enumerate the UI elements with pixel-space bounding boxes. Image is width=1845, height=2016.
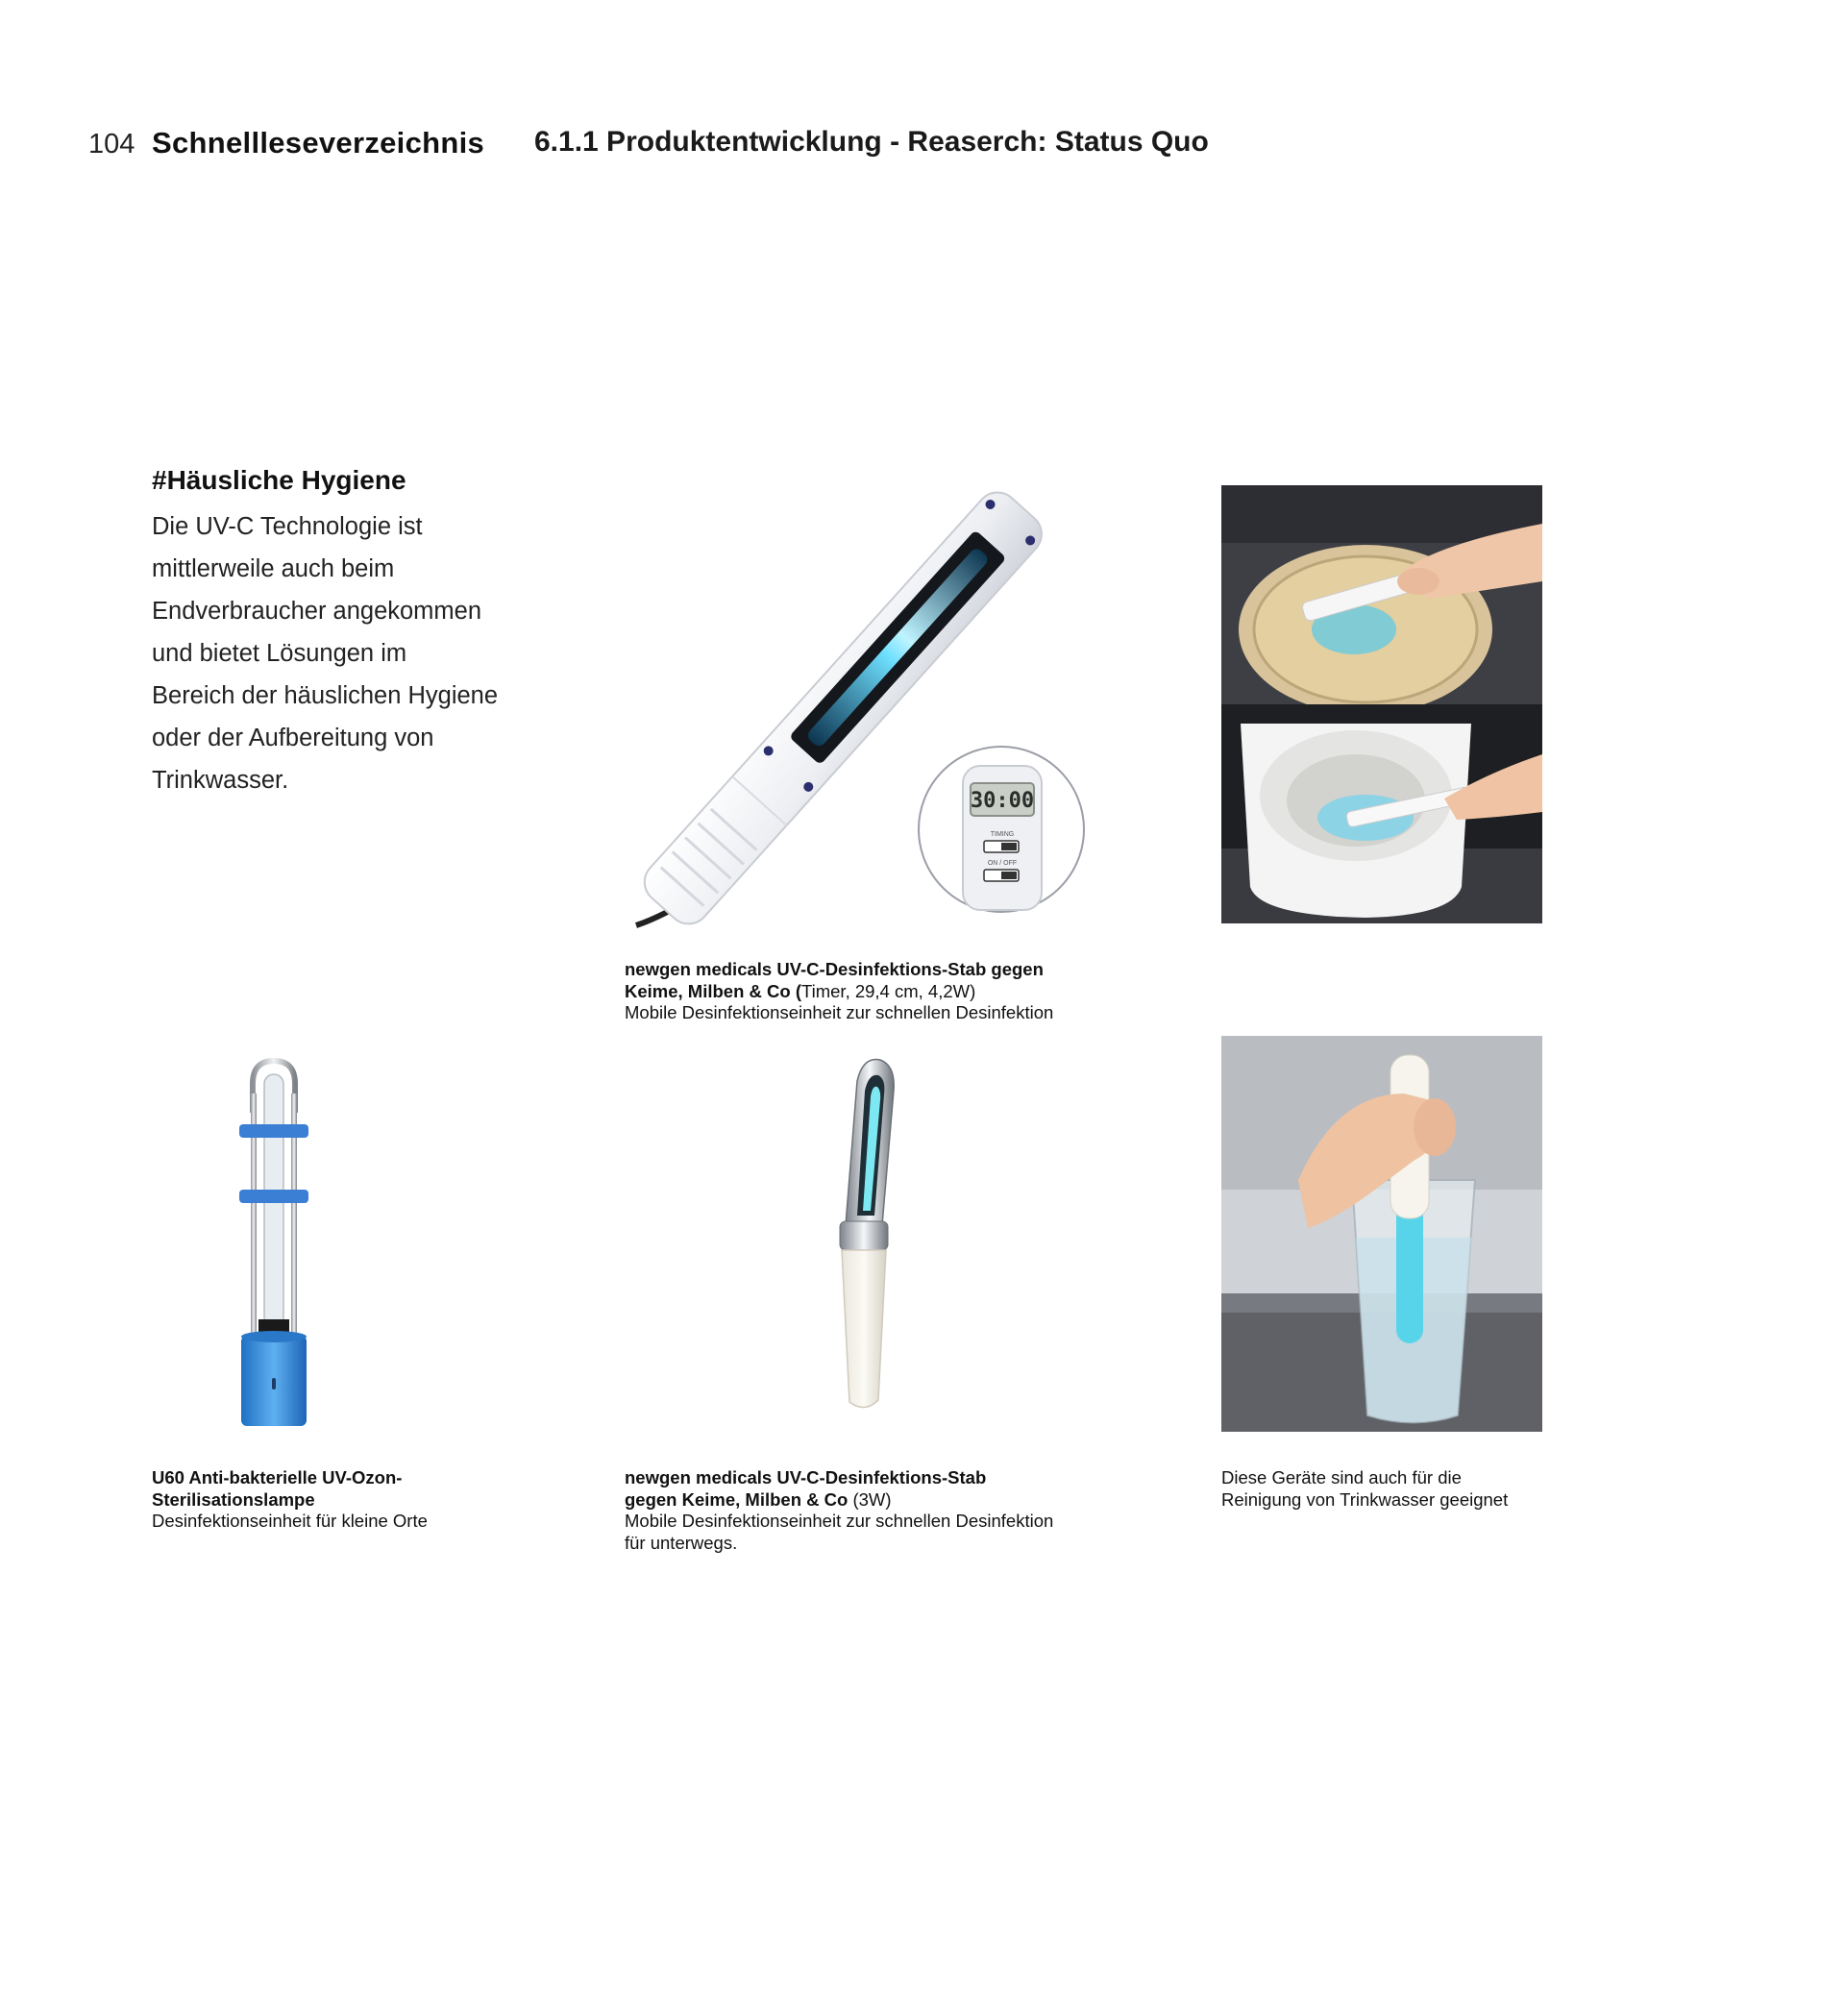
- page-number: 104: [88, 129, 135, 160]
- caption-u60-lamp: [152, 1467, 498, 1533]
- chapter-title: 6.1.1 Produktentwicklung - Reaserch: Status Quo: [534, 126, 1209, 158]
- caption-drinking-water: [1221, 1467, 1567, 1511]
- u60-lamp-product-image: [216, 1055, 332, 1430]
- caption-specs: (3W): [848, 1488, 892, 1510]
- caption-description: Desinfektionseinheit für kleine Orte: [152, 1511, 428, 1531]
- usage-photo-drinking-water: [1221, 1036, 1542, 1432]
- caption-line: Reinigung von Trinkwasser geeignet: [1221, 1488, 1509, 1510]
- onoff-label: ON / OFF: [987, 860, 1018, 867]
- caption-uvc-pen: [625, 1467, 1124, 1554]
- caption-line: Diese Geräte sind auch für die: [1221, 1467, 1462, 1487]
- timer-display: 30:00: [970, 789, 1035, 813]
- caption-title-cont: Keime, Milben & Co (: [625, 980, 801, 1001]
- timing-label: TIMING: [990, 831, 1015, 838]
- section-body-text: Die UV-C Technologie ist mittlerweile auch beim Endverbraucher angekommen und bietet Lösungen im Bereich der häuslichen Hygiene oder der Aufbereitung von Trinkwasser.: [152, 513, 499, 794]
- caption-description: Mobile Desinfektionseinheit zur schnellen Desinfektion: [625, 1511, 1054, 1531]
- caption-title: newgen medicals UV-C-Desinfektions-Stab: [625, 1467, 987, 1487]
- uvc-pen-product-image: [807, 1052, 922, 1417]
- caption-description: Mobile Desinfektionseinheit zur schnellen Desinfektion: [625, 1002, 1054, 1022]
- caption-title-cont: Sterilisationslampe: [152, 1488, 315, 1510]
- caption-uvc-wand-timer: [625, 959, 1124, 1024]
- section-heading: #Häusliche Hygiene: [152, 465, 406, 495]
- usage-photo-kitchen-board: [1221, 485, 1542, 704]
- caption-title-cont: gegen Keime, Milben & Co: [625, 1488, 849, 1510]
- caption-description-cont: für unterwegs.: [625, 1532, 738, 1553]
- book-title: Schnellleseverzeichnis: [152, 126, 485, 160]
- caption-title: newgen medicals UV-C-Desinfektions-Stab gegen: [625, 959, 1044, 979]
- usage-photo-toilet: [1221, 704, 1542, 923]
- caption-specs: Timer, 29,4 cm, 4,2W): [801, 980, 976, 1001]
- caption-title: U60 Anti-bakterielle UV-Ozon-: [152, 1467, 403, 1487]
- uvc-wand-product-image: [625, 485, 1086, 937]
